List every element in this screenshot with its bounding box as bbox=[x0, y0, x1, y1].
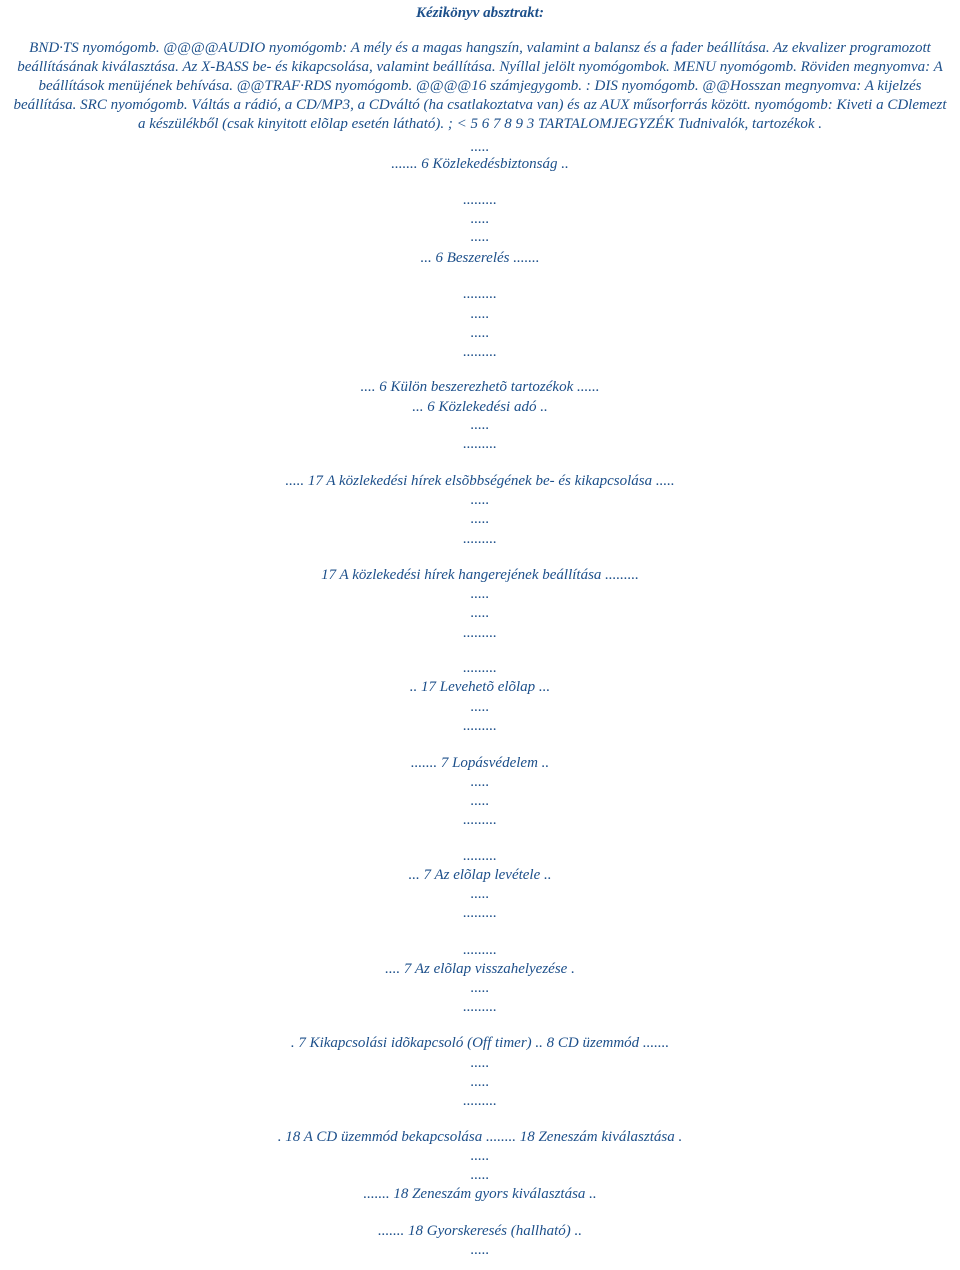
toc-line: .. 17 Levehetõ elõlap ... bbox=[409, 679, 551, 695]
toc-line: ......... bbox=[463, 718, 497, 734]
toc-line: ......... bbox=[463, 436, 497, 452]
toc-line: ..... bbox=[470, 586, 490, 602]
toc-line: ..... bbox=[470, 699, 490, 715]
toc-line: ..... bbox=[470, 1148, 490, 1164]
toc-line: ....... 6 Közlekedésbiztonság .. bbox=[391, 156, 569, 172]
toc-line: ..... 17 A közlekedési hírek elsõbbségének be- és kikapcsolása ..... bbox=[285, 473, 675, 489]
toc-line: ..... bbox=[470, 492, 490, 508]
toc-line: ..... bbox=[470, 1074, 490, 1090]
toc-line: . 18 A CD üzemmód bekapcsolása ........ 18 Zeneszám kiválasztása . bbox=[277, 1129, 683, 1145]
toc-line: .... 6 Külön beszerezhetõ tartozékok ...... bbox=[360, 379, 600, 395]
toc-line: ... 7 Az elõlap levétele .. bbox=[408, 867, 552, 883]
toc-line: ..... bbox=[470, 1167, 490, 1183]
toc-line: 17 A közlekedési hírek hangerejének beállítása ......... bbox=[321, 567, 639, 583]
toc-line: ......... bbox=[463, 625, 497, 641]
toc-line: ... 6 Beszerelés ....... bbox=[420, 250, 540, 266]
toc-line: ..... bbox=[470, 1055, 490, 1071]
toc-line: ... 6 Közlekedési adó .. bbox=[412, 399, 548, 415]
toc-line: ..... bbox=[470, 511, 490, 527]
toc-line: ..... bbox=[470, 886, 490, 902]
toc-line: ..... bbox=[470, 793, 490, 809]
toc-line: ......... bbox=[463, 344, 497, 360]
toc-line: ......... bbox=[463, 192, 497, 208]
toc-line: ..... bbox=[470, 229, 490, 245]
toc-line: ......... bbox=[463, 812, 497, 828]
toc-line: ..... bbox=[470, 417, 490, 433]
toc-line: ..... bbox=[470, 605, 490, 621]
toc-line: ......... bbox=[463, 905, 497, 921]
toc-line: ......... bbox=[463, 848, 497, 864]
toc-line: ......... bbox=[463, 942, 497, 958]
toc-line: ..... bbox=[470, 1242, 490, 1258]
page-title: Kézikönyv absztrakt: bbox=[416, 5, 544, 21]
toc-line: ....... 18 Zeneszám gyors kiválasztása .. bbox=[363, 1186, 597, 1202]
toc-line: ......... bbox=[463, 286, 497, 302]
toc-line: ..... bbox=[470, 211, 490, 227]
abstract-paragraph: BND·TS nyomógomb. @@@@AUDIO nyomógomb: A mély és a magas hangszín, valamint a balansz és a fader beállítása. Az ekvalizer programozott beállításának kiválasztása. Az X-BASS be- és kikapcsolása, valamint beállítása. Nyíllal jelölt nyomógombok. MENU nyomógomb. Röviden megnyomva: A beállítások menüjének behívása. @@TRAF·RDS nyomógomb. @@@@16 számjegygomb. : DIS nyomógomb. @@Hosszan megnyomva: A kijelzés beállítása. SRC nyomógomb. Váltás a rádió, a CD/MP3, a CDváltó (ha csatlakoztatva van) és az AUX műsorforrás között. nyomógomb: Kiveti a CDlemezt a készülékből (csak kinyitott elõlap esetén látható). ; < 5 6 7 8 9 3 TARTALOMJEGYZÉK Tudnivalók, tartozékok . bbox=[13, 40, 947, 133]
toc-line: ..... bbox=[470, 139, 490, 155]
toc-line: .... 7 Az elõlap visszahelyezése . bbox=[385, 961, 575, 977]
toc-line: ..... bbox=[470, 980, 490, 996]
toc-line: ......... bbox=[463, 999, 497, 1015]
toc-line: ......... bbox=[463, 1093, 497, 1109]
toc-line: ......... bbox=[463, 531, 497, 547]
toc-line: ......... bbox=[463, 660, 497, 676]
toc-line: . 7 Kikapcsolási idõkapcsoló (Off timer) .. 8 CD üzemmód ....... bbox=[290, 1035, 670, 1051]
toc-line: ....... 7 Lopásvédelem .. bbox=[410, 755, 550, 771]
toc-line: ..... bbox=[470, 774, 490, 790]
toc-line: ....... 18 Gyorskeresés (hallható) .. bbox=[378, 1223, 582, 1239]
toc-line: ..... bbox=[470, 306, 490, 322]
toc-line: ..... bbox=[470, 325, 490, 341]
